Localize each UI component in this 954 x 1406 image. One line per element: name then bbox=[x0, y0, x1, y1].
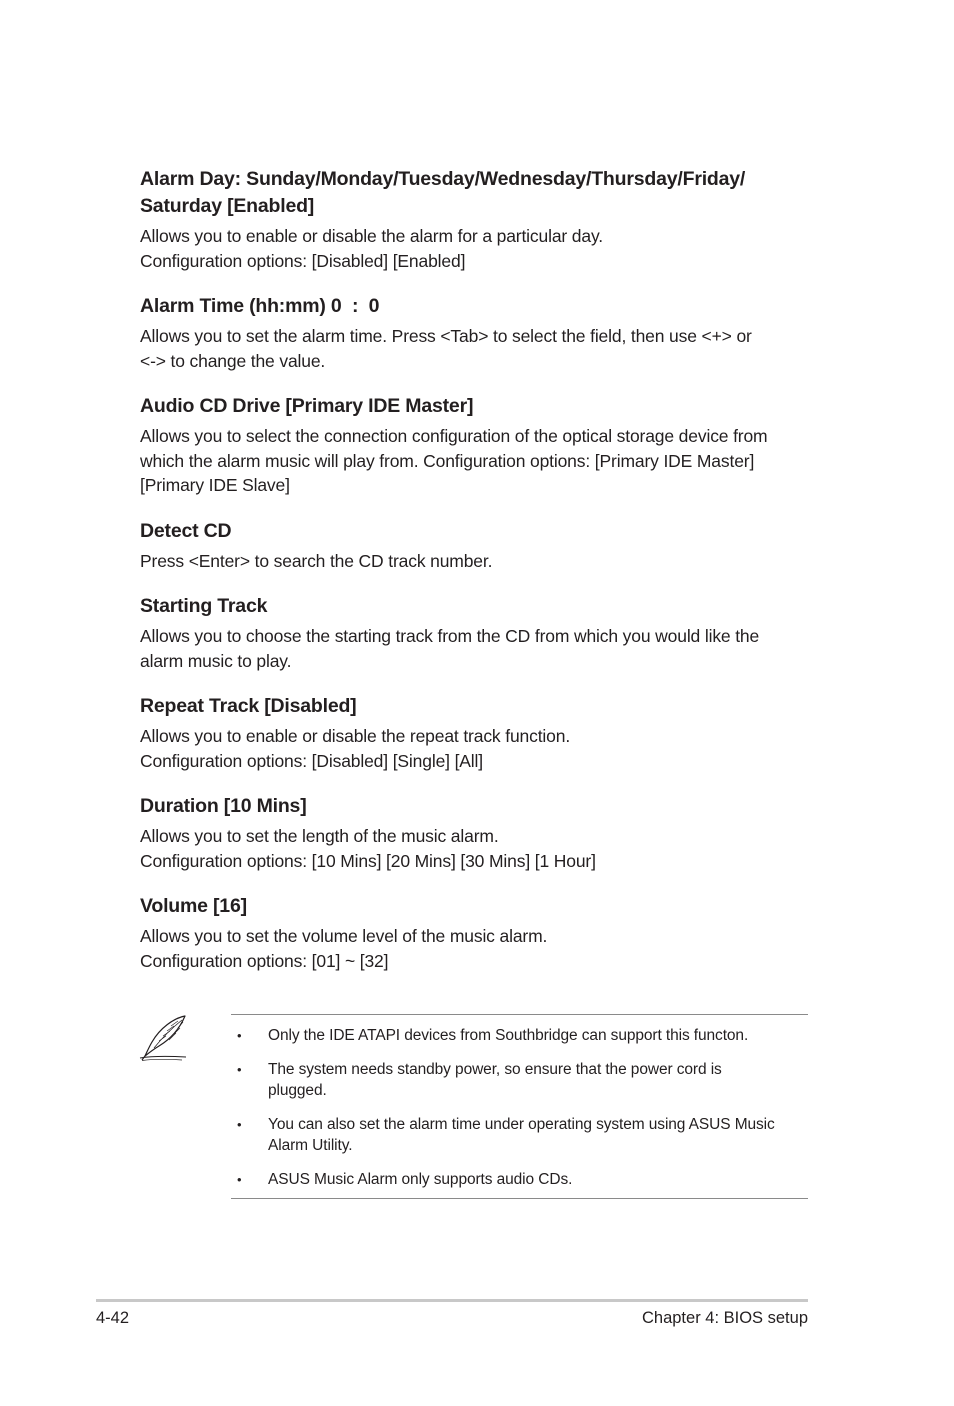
heading-line: Volume [16] bbox=[140, 895, 247, 917]
section-detect-cd bbox=[140, 518, 812, 574]
heading-line: Duration [10 Mins] bbox=[140, 795, 307, 817]
body-line: Configuration options: [Disabled] [Single] [All] bbox=[140, 750, 483, 771]
section-heading bbox=[140, 593, 812, 620]
section-body bbox=[140, 549, 812, 574]
note-line: You can also set the alarm time under operating system using ASUS Music bbox=[268, 1115, 775, 1133]
body-line: Allows you to set the length of the music alarm. bbox=[140, 826, 499, 846]
body-line: which the alarm music will play from. Configuration options: [Primary IDE Master] bbox=[140, 450, 755, 471]
section-heading bbox=[140, 518, 812, 545]
body-line: Allows you to enable or disable the alarm for a particular day. bbox=[140, 226, 603, 246]
bullet: • bbox=[237, 1171, 242, 1187]
note-box bbox=[231, 1014, 808, 1199]
section-alarm-time bbox=[140, 293, 812, 373]
heading-line: Detect CD bbox=[140, 519, 232, 542]
heading-line: Repeat Track [Disabled] bbox=[140, 695, 357, 717]
section-heading bbox=[140, 166, 812, 220]
bullet: • bbox=[237, 1116, 242, 1132]
section-volume bbox=[140, 893, 812, 973]
section-audio-cd-drive bbox=[140, 393, 812, 498]
bullet: • bbox=[237, 1061, 242, 1077]
body-line: Press <Enter> to search the CD track number. bbox=[140, 550, 493, 571]
note-line: Alarm Utility. bbox=[268, 1137, 353, 1154]
body-line: Allows you to choose the starting track from the CD from which you would like the bbox=[140, 626, 760, 646]
heading-line: Alarm Time (hh:mm) 0 : 0 bbox=[140, 295, 380, 317]
section-body bbox=[140, 724, 812, 773]
body-line: Configuration options: [01] ~ [32] bbox=[140, 950, 389, 971]
note-list bbox=[231, 1025, 808, 1190]
note-line: ASUS Music Alarm only supports audio CDs. bbox=[268, 1170, 573, 1188]
heading-line: Audio CD Drive [Primary IDE Master] bbox=[140, 395, 474, 417]
section-heading bbox=[140, 293, 812, 320]
section-repeat-track bbox=[140, 693, 812, 773]
body-line: alarm music to play. bbox=[140, 650, 292, 671]
note-item bbox=[231, 1169, 808, 1191]
feather-pen-icon bbox=[138, 1012, 190, 1062]
note-line: Only the IDE ATAPI devices from Southbridge can support this functon. bbox=[268, 1027, 749, 1044]
heading-line: Alarm Day: Sunday/Monday/Tuesday/Wednesday/Thursday/Friday/ bbox=[140, 168, 746, 190]
section-body bbox=[140, 224, 812, 273]
section-body bbox=[140, 924, 812, 973]
note-item bbox=[231, 1114, 808, 1157]
section-body bbox=[140, 824, 812, 873]
note-line: plugged. bbox=[268, 1082, 327, 1099]
body-line: Configuration options: [Disabled] [Enabled] bbox=[140, 250, 466, 271]
bullet: • bbox=[237, 1028, 242, 1043]
section-starting-track bbox=[140, 593, 812, 673]
page-number: 4-42 bbox=[96, 1309, 130, 1327]
body-line: Configuration options: [10 Mins] [20 Mins] [30 Mins] [1 Hour] bbox=[140, 850, 596, 871]
body-line: Allows you to set the alarm time. Press <Tab> to select the field, then use <+> or bbox=[140, 326, 752, 346]
document-content bbox=[140, 166, 812, 993]
section-body bbox=[140, 424, 812, 498]
body-line: Allows you to set the volume level of the music alarm. bbox=[140, 926, 548, 946]
section-alarm-day bbox=[140, 166, 812, 273]
section-body bbox=[140, 324, 812, 373]
chapter-title: Chapter 4: BIOS setup bbox=[641, 1309, 808, 1327]
section-heading bbox=[140, 693, 812, 720]
note-item bbox=[231, 1059, 808, 1102]
note-item bbox=[231, 1025, 808, 1047]
section-heading bbox=[140, 393, 812, 420]
footer-divider bbox=[96, 1299, 808, 1302]
body-line: Allows you to select the connection configuration of the optical storage device from bbox=[140, 426, 768, 446]
heading-line: Saturday [Enabled] bbox=[140, 195, 315, 217]
note-line: The system needs standby power, so ensure that the power cord is bbox=[268, 1060, 722, 1078]
body-line: Allows you to enable or disable the repeat track function. bbox=[140, 726, 571, 746]
section-body bbox=[140, 624, 812, 673]
section-heading bbox=[140, 893, 812, 920]
section-heading bbox=[140, 793, 812, 820]
body-line: <-> to change the value. bbox=[140, 350, 326, 371]
heading-line: Starting Track bbox=[140, 595, 268, 617]
section-duration bbox=[140, 793, 812, 873]
body-line: [Primary IDE Slave] bbox=[140, 475, 290, 495]
